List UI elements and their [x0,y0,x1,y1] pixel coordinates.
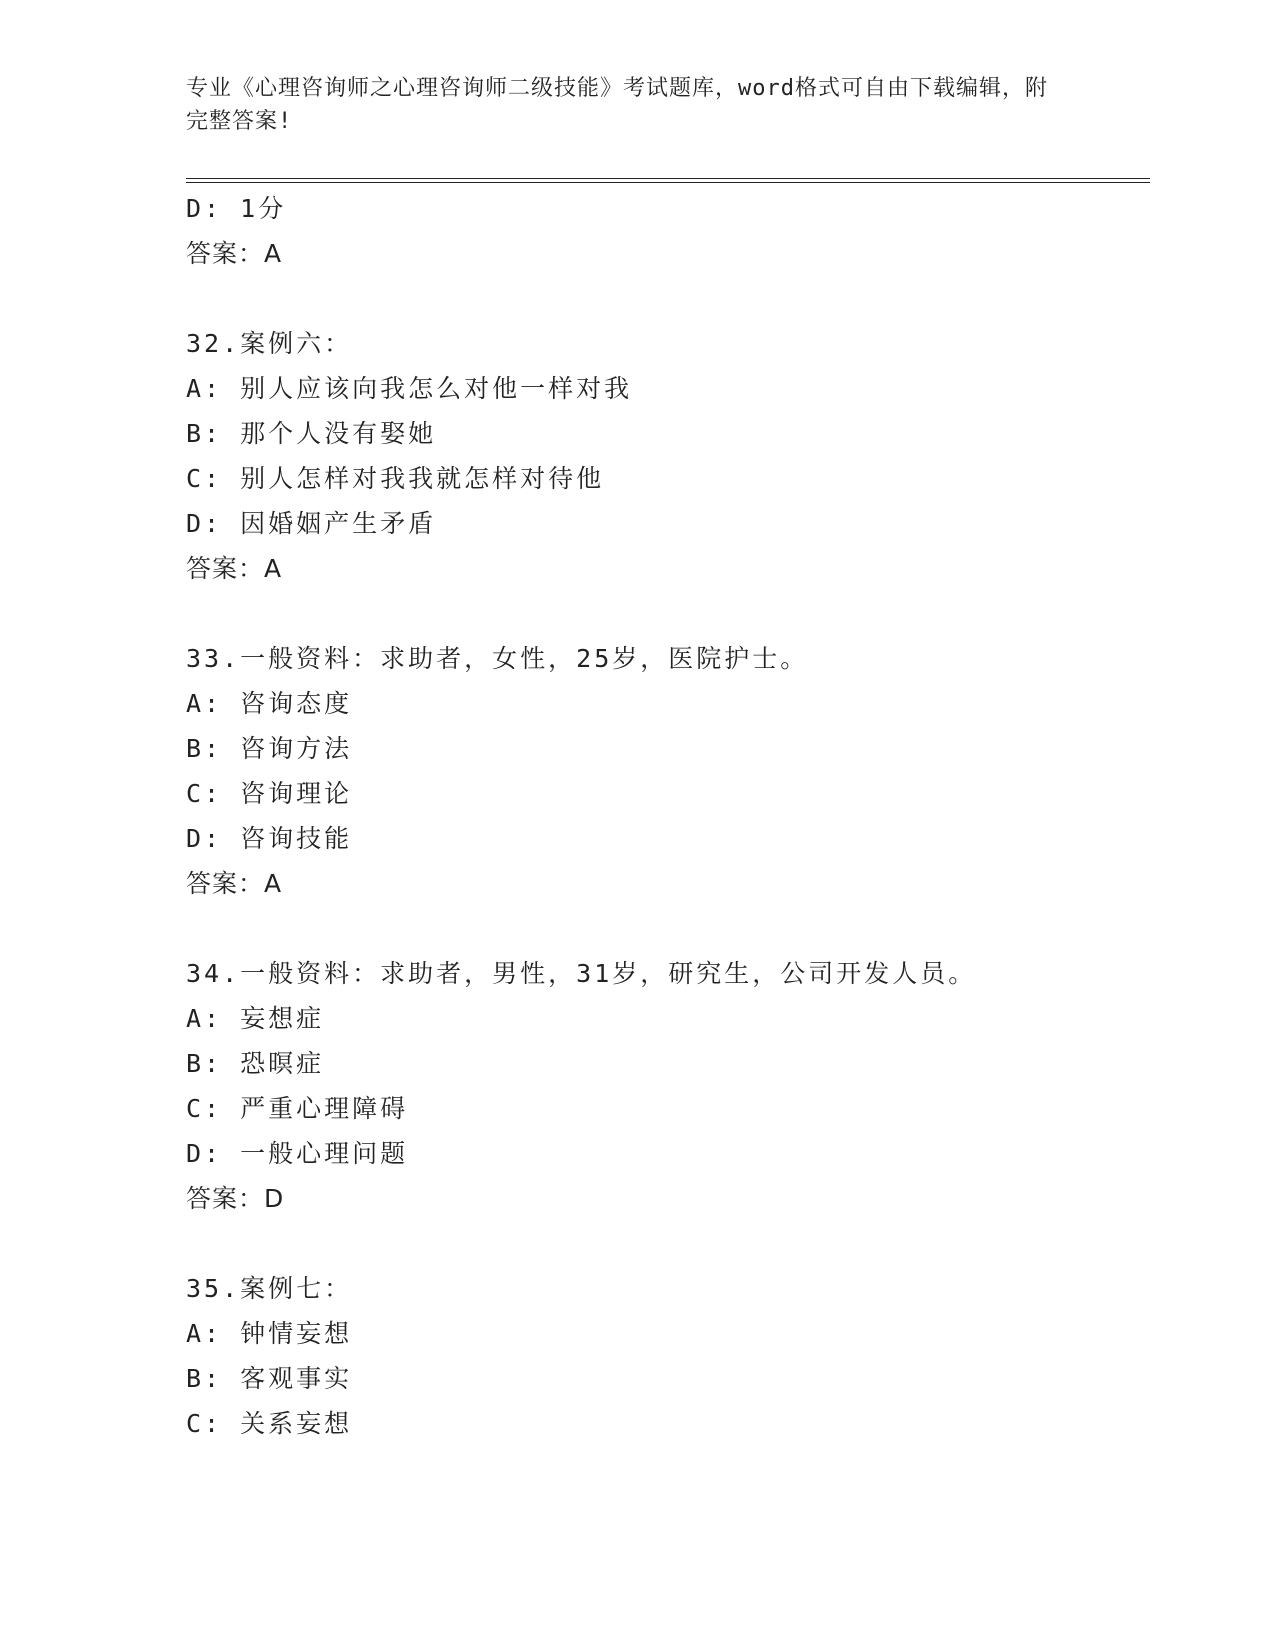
option-line: D: 咨询技能 [186,824,353,853]
answer-line: 答案：A [186,554,283,583]
option-line: B: 客观事实 [186,1364,353,1393]
option-line: A: 钟情妄想 [186,1319,353,1348]
question-line: 34.一般资料：求助者，男性，31岁，研究生，公司开发人员。 [186,959,977,988]
question-line: 35.案例七： [186,1274,353,1303]
option-line: D: 因婚姻产生矛盾 [186,509,437,538]
option-line: C: 别人怎样对我我就怎样对待他 [186,464,605,493]
option-line: B: 咨询方法 [186,734,353,763]
question-line: 32.案例六： [186,329,353,358]
answer-line: 答案：A [186,869,283,898]
option-line: B: 那个人没有娶她 [186,419,437,448]
answer-line: 答案：D [186,1184,285,1213]
option-line: A: 别人应该向我怎么对他一样对我 [186,374,633,403]
option-line: D: 1分 [186,194,287,223]
question-line: 33.一般资料：求助者，女性，25岁，医院护士。 [186,644,809,673]
option-line: A: 咨询态度 [186,689,353,718]
option-line: A: 妄想症 [186,1004,325,1033]
header-divider-top [186,178,1150,179]
document-header: 专业《心理咨询师之心理咨询师二级技能》考试题库，word格式可自由下载编辑，附完整答案! [186,76,1048,134]
header-divider-bottom [186,182,1150,183]
option-line: C: 咨询理论 [186,779,353,808]
option-line: C: 关系妄想 [186,1409,353,1438]
option-line: B: 恐暝症 [186,1049,325,1078]
option-line: D: 一般心理问题 [186,1139,409,1168]
answer-line: 答案：A [186,239,283,268]
option-line: C: 严重心理障碍 [186,1094,409,1123]
